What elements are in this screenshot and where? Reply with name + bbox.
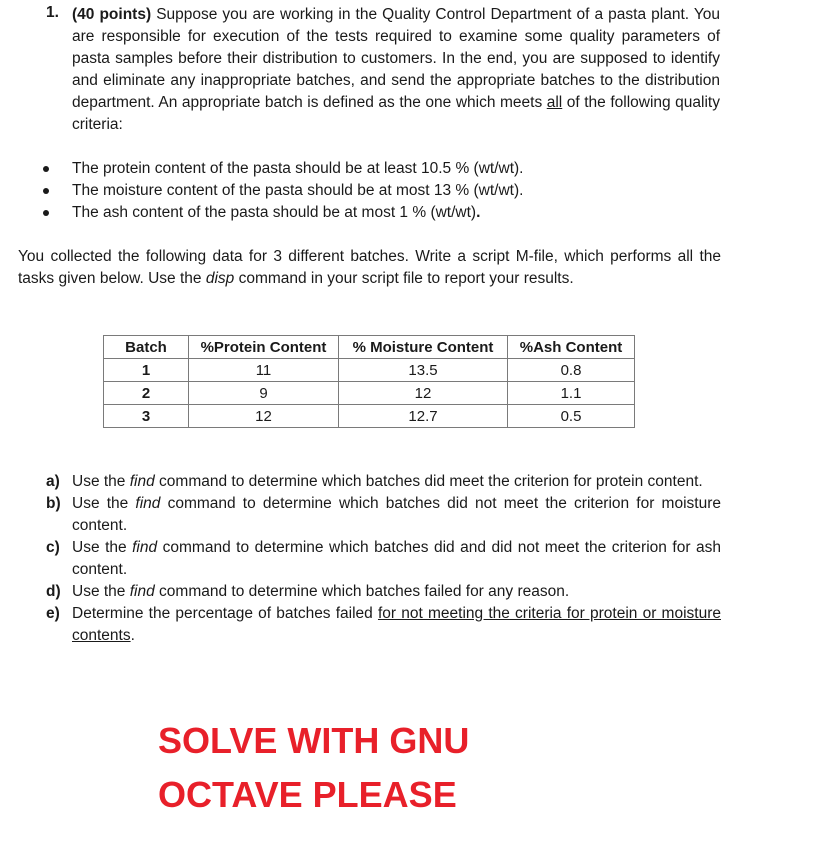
task-c bbox=[46, 537, 721, 581]
all-emphasis: all bbox=[546, 94, 563, 111]
question-intro-text: Suppose you are working in the Quality Control Department of a pasta plant. You are responsible for execution of the tests required to examine some quality parameters of pasta samples before their distribution to customers. In the end, you are supposed to identify and eliminate any inappropriate batches, and send the appropriate batches to the distribution department. An appropriate batch is defined as the one which meets bbox=[72, 6, 720, 111]
find-keyword: find bbox=[129, 473, 155, 490]
task-a bbox=[46, 471, 721, 493]
task-label: d) bbox=[46, 583, 61, 600]
criteria-list bbox=[40, 158, 523, 224]
underlined-criteria: for not meeting the criteria for protein or moisture contents bbox=[72, 605, 721, 644]
request-line-2: OCTAVE PLEASE bbox=[158, 774, 457, 815]
header-batch: Batch bbox=[104, 336, 189, 359]
data-intro-text: You collected the following data for 3 different batches. Write a script M-file, which performs all the tasks given below. Use the bbox=[18, 248, 721, 287]
task-list bbox=[46, 471, 721, 647]
task-text-tail: command to determine which batches did meet the criterion for protein content. bbox=[154, 473, 703, 490]
question-intro-tail: of the following quality criteria: bbox=[72, 94, 720, 133]
bullet-icon bbox=[43, 210, 49, 216]
criterion-text: The protein content of the pasta should be at least 10.5 % (wt/wt). bbox=[72, 160, 524, 177]
find-keyword: find bbox=[132, 539, 158, 556]
cell-moisture: 12.7 bbox=[339, 405, 508, 428]
bullet-icon bbox=[43, 166, 49, 172]
cell-batch: 2 bbox=[104, 382, 189, 405]
task-text-tail: command to determine which batches did not meet the criterion for moisture content. bbox=[72, 495, 721, 534]
table-row bbox=[104, 359, 635, 382]
question-points: (40 points) bbox=[72, 6, 152, 23]
cell-moisture: 13.5 bbox=[339, 359, 508, 382]
task-text: Use the bbox=[72, 583, 130, 600]
data-intro bbox=[18, 246, 721, 290]
cell-ash: 0.5 bbox=[508, 405, 635, 428]
question-number: 1. bbox=[46, 4, 59, 21]
header-protein: %Protein Content bbox=[189, 336, 339, 359]
batch-table bbox=[103, 335, 635, 428]
criterion-text: The moisture content of the pasta should be at most 13 % (wt/wt). bbox=[72, 182, 524, 199]
task-text: Use the bbox=[72, 539, 133, 556]
table-row bbox=[104, 382, 635, 405]
cell-protein: 9 bbox=[189, 382, 339, 405]
question-intro bbox=[72, 4, 720, 136]
data-intro-tail: command in your script file to report your results. bbox=[234, 270, 574, 287]
task-e bbox=[46, 603, 721, 647]
find-keyword: find bbox=[135, 495, 161, 512]
table-header-row bbox=[104, 336, 635, 359]
cell-ash: 0.8 bbox=[508, 359, 635, 382]
task-label: e) bbox=[46, 605, 60, 622]
criterion-text: The ash content of the pasta should be at most 1 % (wt/wt) bbox=[72, 204, 477, 221]
cell-protein: 11 bbox=[189, 359, 339, 382]
task-b bbox=[46, 493, 721, 537]
task-d bbox=[46, 581, 721, 603]
request-line-1: SOLVE WITH GNU bbox=[158, 720, 470, 761]
header-moisture: % Moisture Content bbox=[339, 336, 508, 359]
cell-batch: 3 bbox=[104, 405, 189, 428]
table-row bbox=[104, 405, 635, 428]
cell-moisture: 12 bbox=[339, 382, 508, 405]
task-text-tail: command to determine which batches did and did not meet the criterion for ash content. bbox=[72, 539, 721, 578]
cell-ash: 1.1 bbox=[508, 382, 635, 405]
cell-protein: 12 bbox=[189, 405, 339, 428]
task-text-tail: command to determine which batches failed for any reason. bbox=[154, 583, 570, 600]
task-label: c) bbox=[46, 539, 60, 556]
criterion-period: . bbox=[476, 204, 481, 221]
task-text: Use the bbox=[72, 495, 136, 512]
task-text: Use the bbox=[72, 473, 130, 490]
task-text: Determine the percentage of batches failed bbox=[72, 605, 378, 622]
disp-keyword: disp bbox=[205, 270, 235, 287]
task-label: b) bbox=[46, 495, 61, 512]
find-keyword: find bbox=[129, 583, 155, 600]
bullet-icon bbox=[43, 188, 49, 194]
task-text-tail: . bbox=[130, 627, 135, 644]
criterion-ash bbox=[40, 202, 523, 224]
cell-batch: 1 bbox=[104, 359, 189, 382]
criterion-protein bbox=[40, 158, 523, 180]
task-label: a) bbox=[46, 473, 60, 490]
criterion-moisture bbox=[40, 180, 523, 202]
header-ash: %Ash Content bbox=[508, 336, 635, 359]
solve-request bbox=[158, 714, 469, 822]
